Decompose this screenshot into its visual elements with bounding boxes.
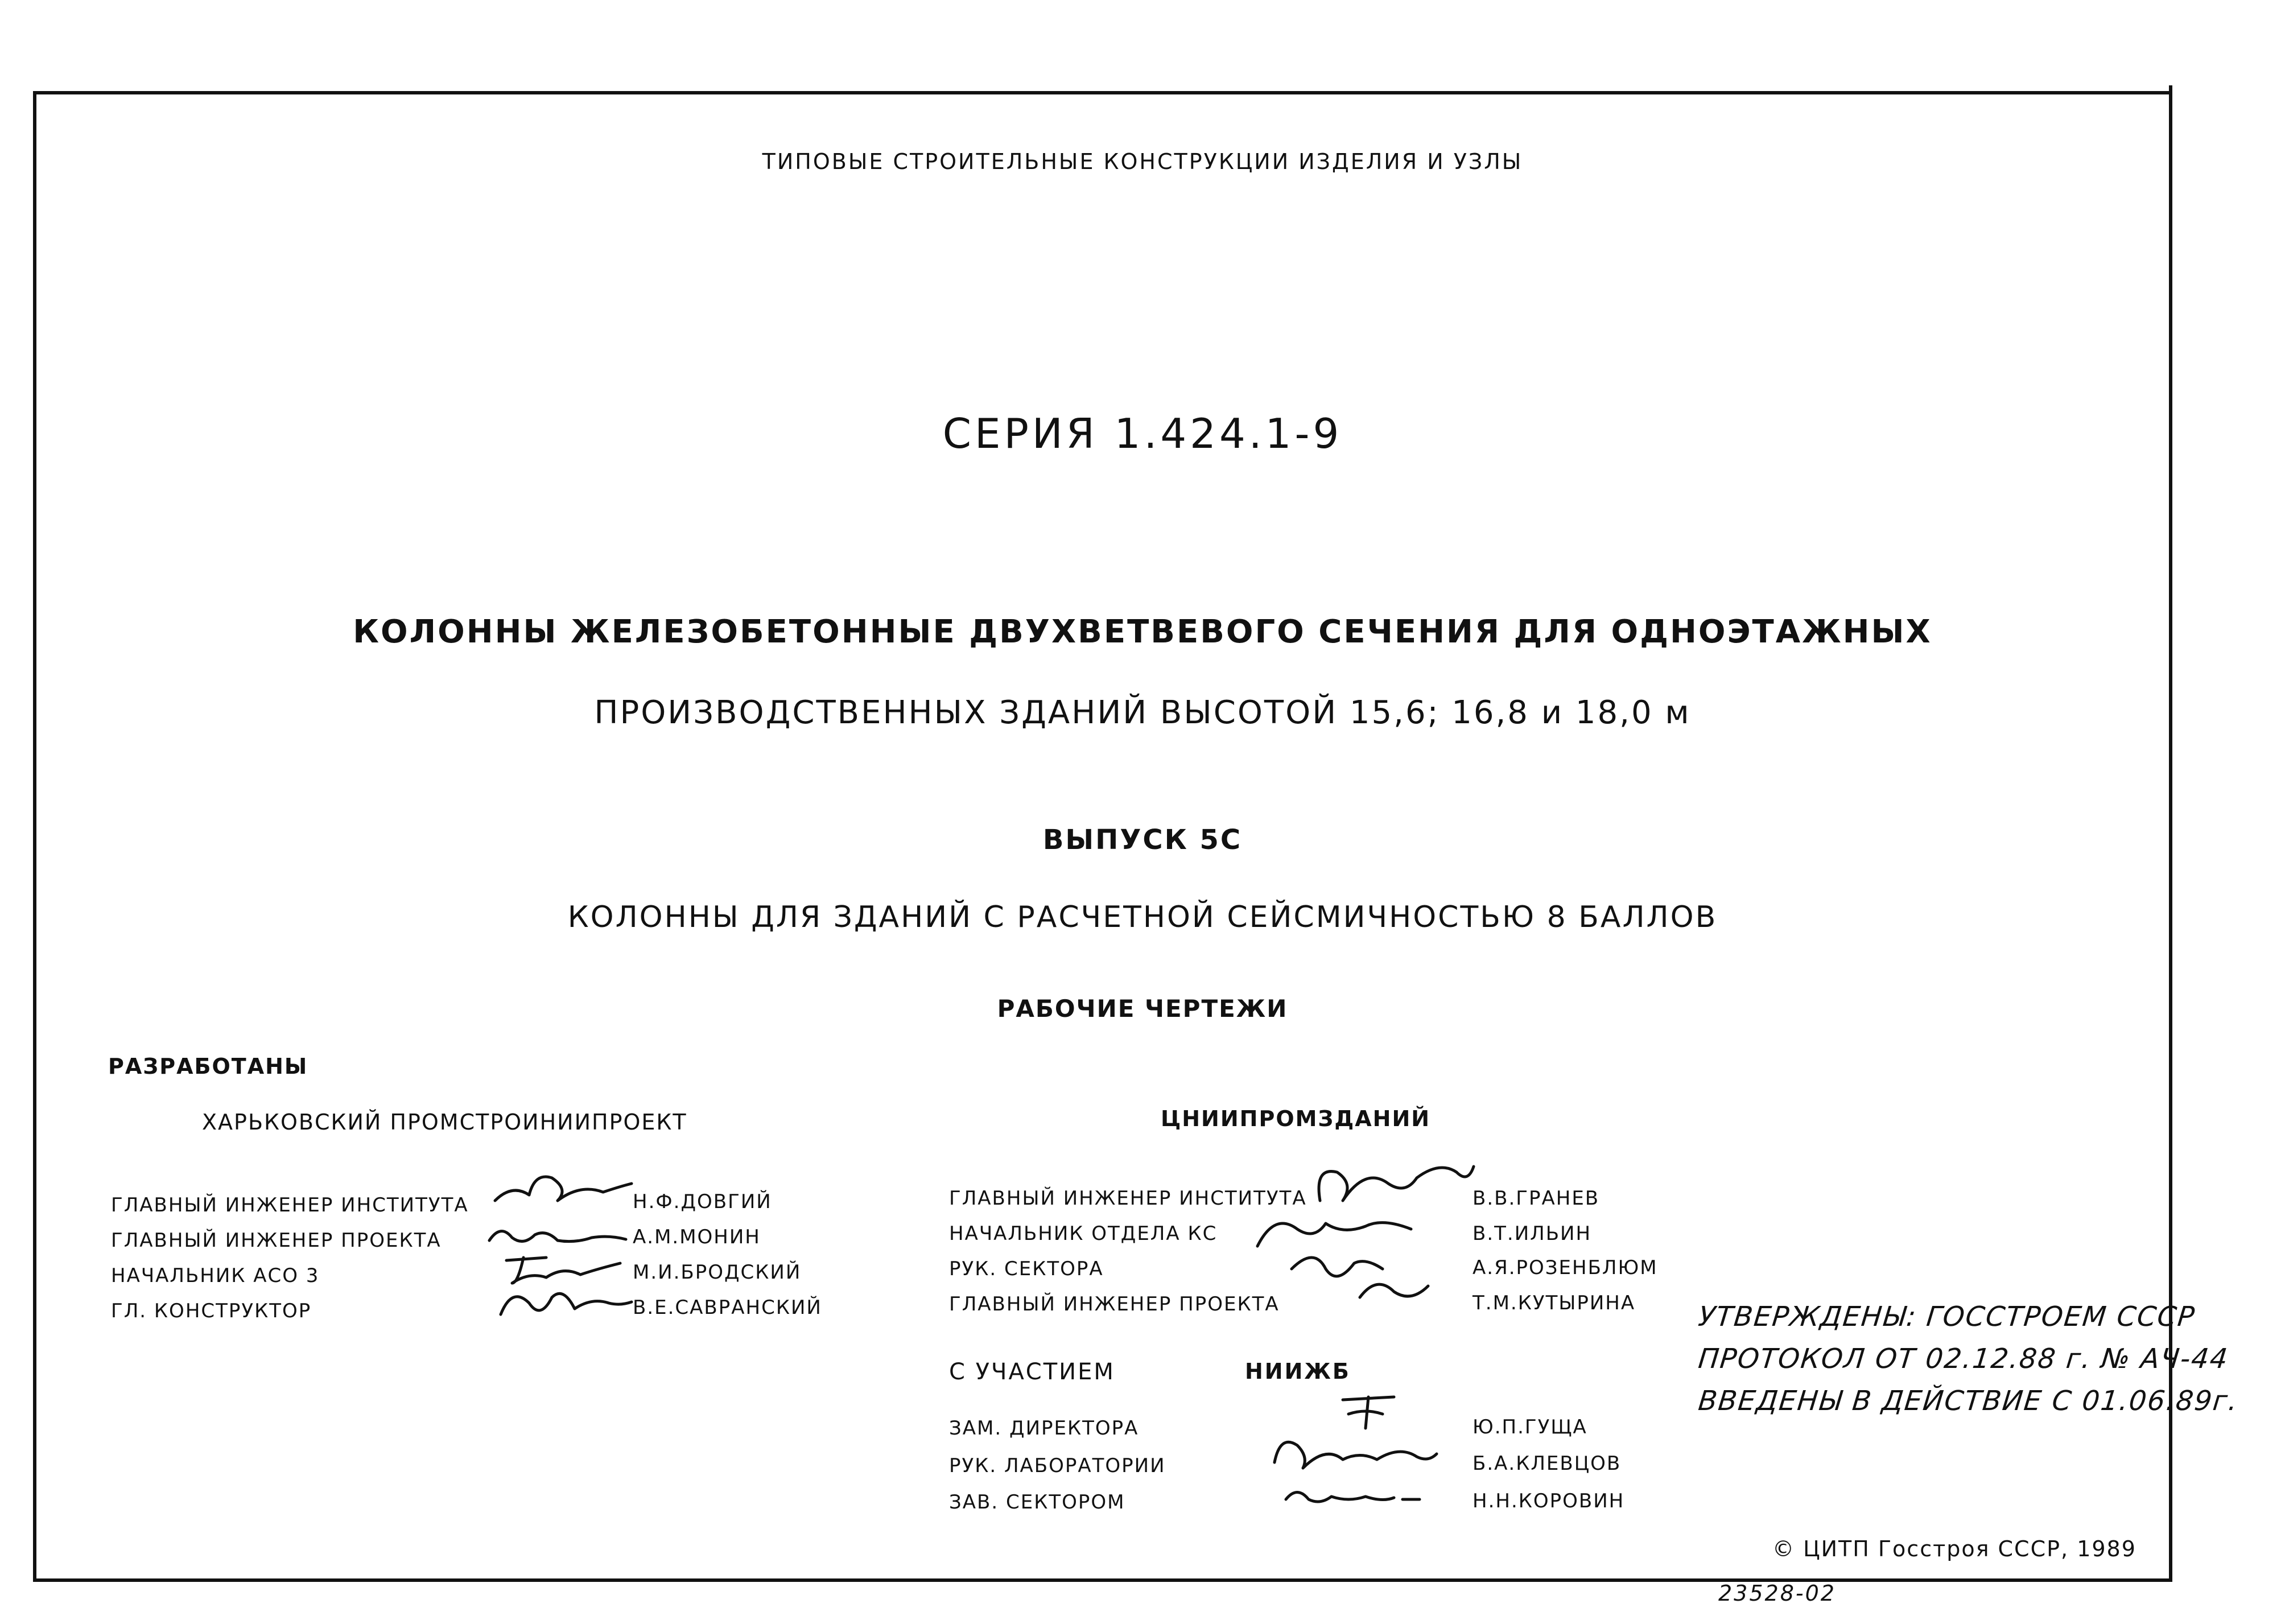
signature-dovgiy (489, 1161, 637, 1212)
org-left-role: ГЛАВНЫЙ ИНЖЕНЕР ИНСТИТУТА (111, 1194, 469, 1217)
approval-line2: ПРОТОКОЛ ОТ 02.12.88 г. № АЧ-44 (1697, 1343, 2230, 1375)
participation-role: ЗАМ. ДИРЕКТОРА (949, 1417, 1139, 1440)
signature-rozenblum-kutyrina (1280, 1246, 1440, 1314)
org-right-name: ЦНИИПРОМЗДАНИЙ (1161, 1106, 1431, 1131)
signature-savranskiy (495, 1280, 637, 1326)
org-right-person: В.В.ГРАНЕВ (1473, 1187, 1600, 1210)
copyright-notice: © ЦИТП Госстроя СССР, 1989 (1772, 1536, 2136, 1561)
org-left-person: А.М.МОНИН (633, 1226, 761, 1248)
developed-by-label: РАЗРАБОТАНЫ (108, 1054, 308, 1079)
frame-tick (2169, 85, 2172, 102)
org-left-role: ГЛ. КОНСТРУКТОР (111, 1300, 312, 1322)
participation-person: Ю.П.ГУЩА (1473, 1416, 1587, 1438)
participation-role: РУК. ЛАБОРАТОРИИ (949, 1454, 1166, 1477)
org-left-person: В.Е.САВРАНСКИЙ (633, 1296, 822, 1319)
document-title-line2: ПРОИЗВОДСТВЕННЫХ ЗДАНИЙ ВЫСОТОЙ 15,6; 16,8 и 18,0 м (594, 694, 1691, 731)
approval-line1: УТВЕРЖДЕНЫ: ГОССТРОЕМ СССР (1697, 1301, 2197, 1333)
document-number: 23528-02 (1718, 1581, 1836, 1606)
org-left-person: М.И.БРОДСКИЙ (633, 1261, 802, 1284)
signature-ilyin (1252, 1206, 1422, 1252)
issue-subtitle: КОЛОННЫ ДЛЯ ЗДАНИЙ С РАСЧЕТНОЙ СЕЙСМИЧНОСТЬЮ 8 БАЛЛОВ (567, 900, 1718, 934)
org-left-person: Н.Ф.ДОВГИЙ (633, 1190, 772, 1213)
working-drawings-label: РАБОЧИЕ ЧЕРТЕЖИ (997, 995, 1288, 1023)
issue-number: ВЫПУСК 5С (1042, 824, 1243, 856)
participation-person: Б.А.КЛЕВЦОВ (1473, 1452, 1622, 1475)
series-title: СЕРИЯ 1.424.1-9 (942, 410, 1343, 457)
signature-korovin (1280, 1479, 1428, 1514)
signature-gushcha (1337, 1388, 1405, 1434)
org-right-role: ГЛАВНЫЙ ИНЖЕНЕР ИНСТИТУТА (949, 1187, 1307, 1210)
approval-line3: ВВЕДЕНЫ В ДЕЙСТВИЕ С 01.06.89г. (1697, 1385, 2240, 1417)
participation-person: Н.Н.КОРОВИН (1473, 1490, 1625, 1512)
org-left-role: НАЧАЛЬНИК АСО 3 (111, 1264, 320, 1287)
participation-org: НИИЖБ (1245, 1359, 1351, 1384)
org-right-role: ГЛАВНЫЙ ИНЖЕНЕР ПРОЕКТА (949, 1293, 1280, 1316)
org-right-person: В.Т.ИЛЬИН (1473, 1222, 1592, 1245)
signature-granev (1309, 1155, 1479, 1212)
signature-monin (484, 1218, 632, 1252)
org-left-name: ХАРЬКОВСКИЙ ПРОМСТРОИНИИПРОЕКТ (202, 1110, 687, 1135)
org-right-role: НАЧАЛЬНИК ОТДЕЛА КС (949, 1222, 1218, 1245)
participation-role: ЗАВ. СЕКТОРОМ (949, 1491, 1125, 1514)
participation-label: С УЧАСТИЕМ (949, 1359, 1115, 1385)
org-right-person: А.Я.РОЗЕНБЛЮМ (1473, 1256, 1658, 1279)
document-title-line1: КОЛОННЫ ЖЕЛЕЗОБЕТОННЫЕ ДВУХВЕТВЕВОГО СЕЧЕНИЯ ДЛЯ ОДНОЭТАЖНЫХ (353, 613, 1932, 650)
org-right-role: РУК. СЕКТОРА (949, 1258, 1104, 1280)
org-right-person: Т.М.КУТЫРИНА (1473, 1292, 1636, 1314)
org-left-role: ГЛАВНЫЙ ИНЖЕНЕР ПРОЕКТА (111, 1229, 442, 1252)
header-line: ТИПОВЫЕ СТРОИТЕЛЬНЫЕ КОНСТРУКЦИИ ИЗДЕЛИЯ И УЗЛЫ (762, 149, 1523, 174)
signature-klevtsov (1269, 1428, 1440, 1474)
